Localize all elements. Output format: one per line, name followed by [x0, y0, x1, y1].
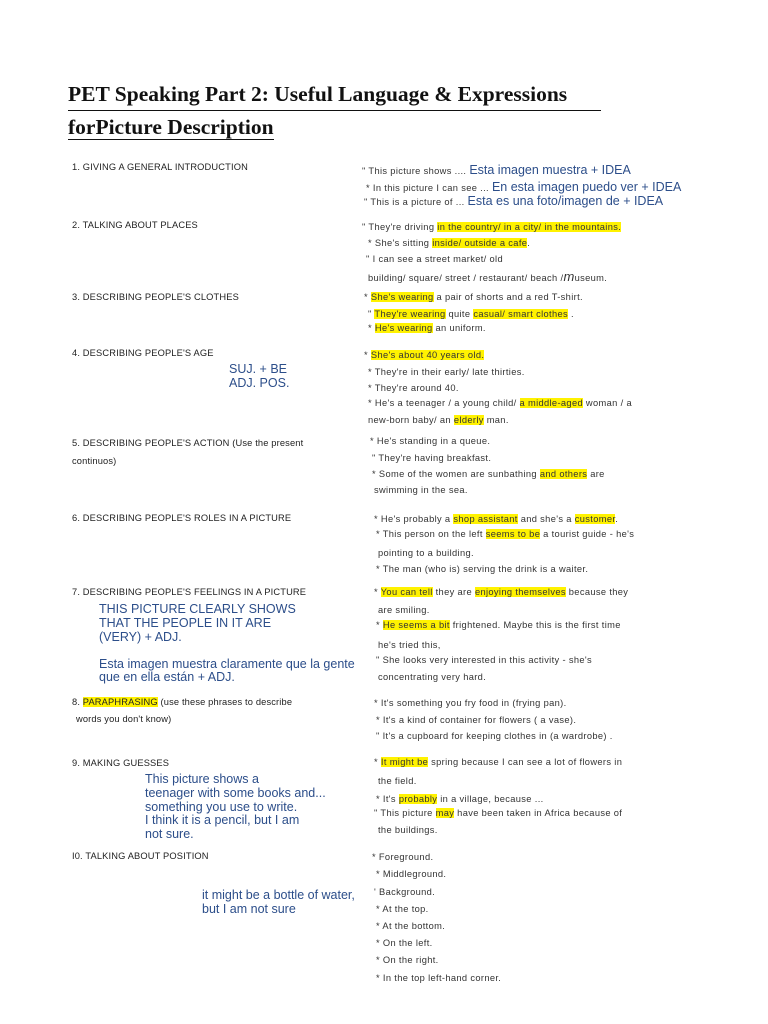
section-heading-rest: (use these phrases to describe	[160, 697, 293, 707]
phrase-line: * At the top.	[376, 904, 429, 914]
page-title	[68, 78, 688, 143]
phrase-line: * She's wearing a pair of shorts and a red T-shirt.	[364, 292, 583, 302]
phrase-line: * The man (who is) serving the drink is a waiter.	[376, 564, 589, 574]
phrase-line: * At the bottom.	[376, 921, 446, 931]
phrase-line: new-born baby/ an elderly man.	[368, 415, 509, 425]
phrase-line: " They're wearing quite casual/ smart clothes .	[368, 309, 574, 319]
section-heading-paraphrasing-line2: words you don't know)	[76, 714, 172, 724]
section-heading-places: 2. TALKING ABOUT PLACES	[72, 220, 198, 230]
phrase-line: concentrating very hard.	[378, 672, 487, 682]
note-guesses-line3: something you use to write.	[145, 800, 298, 814]
note-guesses-line1: This picture shows a	[145, 772, 259, 786]
phrase-line: he's tried this,	[378, 640, 441, 650]
section-heading-position: I0. TALKING ABOUT POSITION	[72, 851, 209, 861]
phrase-line: " It's a cupboard for keeping clothes in (a wardrobe) .	[376, 731, 613, 741]
section-heading-roles: 6. DESCRIBING PEOPLE'S ROLES IN A PICTURE	[72, 513, 292, 523]
note-age-line2: ADJ. POS.	[229, 376, 290, 390]
section-number: 8.	[72, 697, 81, 707]
phrase-line: * He's probably a shop assistant and she's a customer.	[374, 514, 619, 524]
phrase-line: " This picture may have been taken in Africa because of	[374, 808, 623, 818]
phrase-line: " I can see a street market/ old	[366, 254, 503, 264]
phrase-line: * Middleground.	[376, 869, 447, 879]
phrase-line: * They're around 40.	[368, 383, 459, 393]
section-heading-clothes: 3. DESCRIBING PEOPLE'S CLOTHES	[72, 292, 239, 302]
note-feelings-line4: Esta imagen muestra claramente que la gente	[99, 657, 355, 671]
phrase-line: * On the left.	[376, 938, 433, 948]
phrase-line: * They're in their early/ late thirties.	[368, 367, 525, 377]
phrase-line: * Some of the women are sunbathing and others are	[372, 469, 605, 479]
phrase-line: the field.	[378, 776, 417, 786]
note-feelings-line1: THIS PICTURE CLEARLY SHOWS	[99, 602, 296, 616]
intro-translation-3: Esta es una foto/imagen de + IDEA	[467, 194, 664, 208]
section-heading-feelings: 7. DESCRIBING PEOPLE'S FEELINGS IN A PICTURE	[72, 587, 307, 597]
note-guesses-line5: not sure.	[145, 827, 194, 841]
phrase-line: * She's sitting inside/ outside a cafe.	[368, 238, 531, 248]
note-feelings-line2: THAT THE PEOPLE IN IT ARE	[99, 616, 272, 630]
note-guesses-line2: teenager with some books and...	[145, 786, 326, 800]
phrase-line: " They're having breakfast.	[372, 453, 492, 463]
title-line-2: forPicture Description	[68, 115, 274, 139]
note-position-line2: but I am not sure	[202, 902, 296, 916]
phrase-line: * He's standing in a queue.	[370, 436, 491, 446]
phrase-line: * In the top left-hand corner.	[376, 973, 502, 983]
phrase-line: are smiling.	[378, 605, 430, 615]
section-heading-age: 4. DESCRIBING PEOPLE'S AGE	[72, 348, 214, 358]
intro-translation-2: En esta imagen puedo ver + IDEA	[491, 180, 682, 194]
phrase-line: " She looks very interested in this activity - she's	[376, 655, 593, 665]
note-guesses-line4: I think it is a pencil, but I am	[145, 813, 300, 827]
phrase-line: * This person on the left seems to be a tourist guide - he's	[376, 529, 635, 539]
section-heading-guesses: 9. MAKING GUESSES	[72, 758, 170, 768]
intro-translation-1: Esta imagen muestra + IDEA	[469, 163, 631, 177]
title-line-1: PET Speaking Part 2: Useful Language & Expressions	[68, 78, 601, 111]
paraphrasing-highlight: PARAPHRASING	[82, 697, 158, 707]
phrase-line: pointing to a building.	[378, 548, 474, 558]
note-feelings-line5: que en ella están + ADJ.	[99, 670, 235, 684]
phrase-line: the buildings.	[378, 825, 438, 835]
section-heading-paraphrasing	[72, 694, 372, 728]
phrase-line: * Foreground.	[372, 852, 434, 862]
phrase-line: * It's something you fry food in (frying pan).	[374, 698, 567, 708]
phrase-line: " They're driving in the country/ in a city/ in the mountains.	[362, 222, 622, 232]
phrase-line: * It might be spring because I can see a lot of flowers in	[374, 757, 623, 767]
phrase-line: " This is a picture of ... Esta es una foto/imagen de + IDEA	[364, 194, 664, 208]
phrase-line: * He seems a bit frightened. Maybe this is the first time	[376, 620, 621, 630]
section-heading-action-line2: continuos)	[72, 456, 117, 466]
phrase-line: * It's probably in a village, because ...	[376, 794, 544, 804]
phrase-line: * In this picture I can see ... En esta imagen puedo ver + IDEA	[366, 180, 682, 194]
phrase-line: * It's a kind of container for flowers ( a vase).	[376, 715, 577, 725]
note-age-line1: SUJ. + BE	[229, 362, 288, 376]
phrase-line: * On the right.	[376, 955, 439, 965]
phrase-line: * She's about 40 years old.	[364, 350, 485, 360]
section-heading-action	[72, 435, 372, 470]
note-position-line1: it might be a bottle of water,	[202, 888, 355, 902]
section-heading-intro: 1. GIVING A GENERAL INTRODUCTION	[72, 162, 248, 172]
phrase-line: * He's a teenager / a young child/ a middle-aged woman / a	[368, 398, 632, 408]
phrase-line: swimming in the sea.	[374, 485, 468, 495]
phrase-line: * He's wearing an uniform.	[368, 323, 486, 333]
section-heading-action-line1: 5. DESCRIBING PEOPLE'S ACTION (Use the present	[72, 438, 304, 448]
phrase-line: building/ square/ street / restaurant/ beach /museum.	[368, 269, 608, 284]
phrase-line: * You can tell they are enjoying themselves because they	[374, 587, 629, 597]
note-feelings-line3: (VERY) + ADJ.	[99, 630, 182, 644]
phrase-line: ' Background.	[374, 887, 436, 897]
phrase-line: " This picture shows .... Esta imagen muestra + IDEA	[362, 163, 631, 177]
